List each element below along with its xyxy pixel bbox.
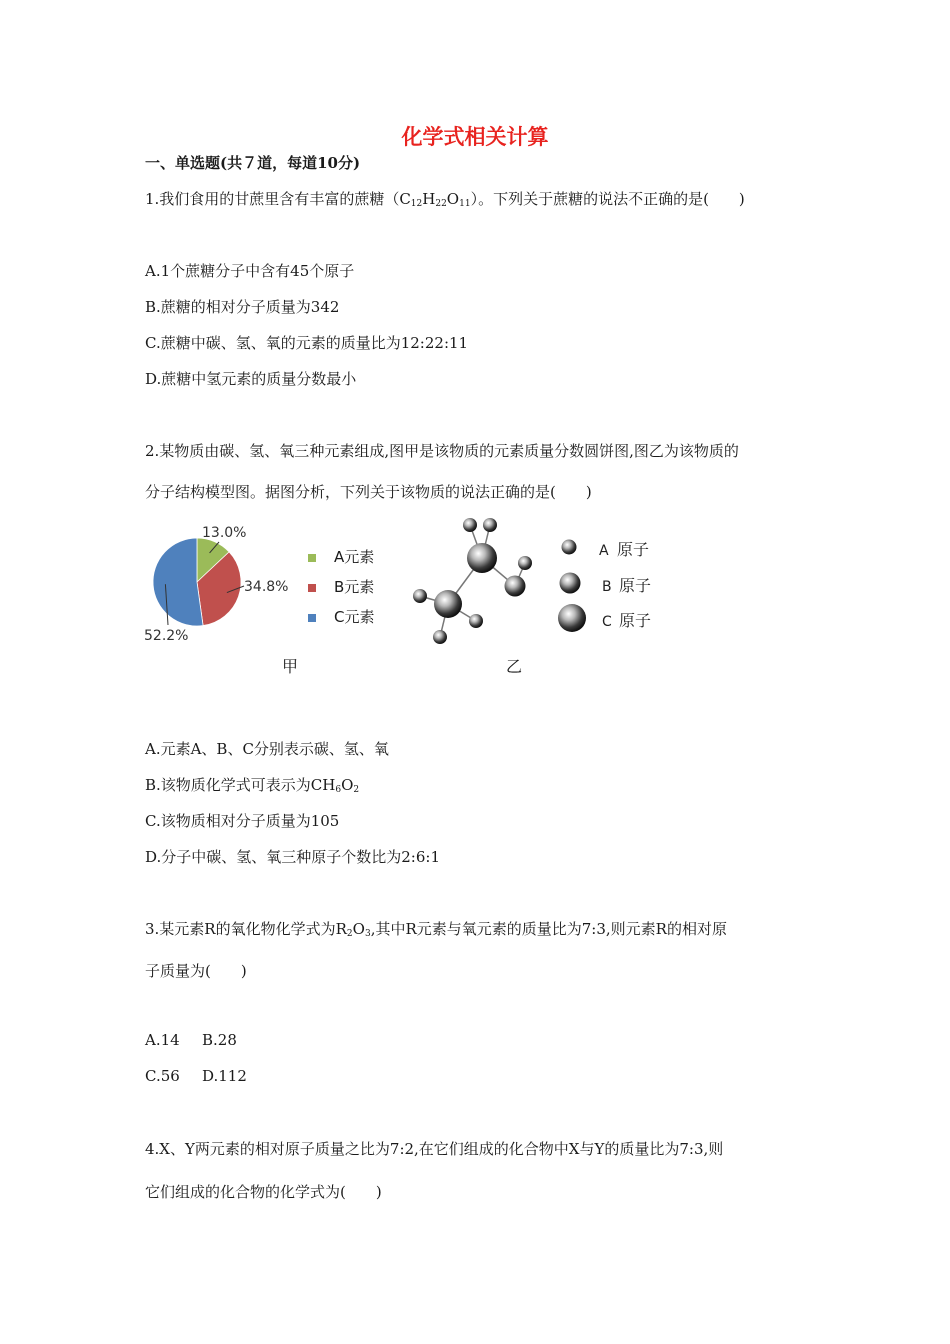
molecule-model-figure [400,510,670,650]
pie-label-b: 34.8% [244,579,289,595]
document-title: 化学式相关计算 [401,125,549,149]
question-4-line-1: 4.X、Y两元素的相对原子质量之比为7:2,在它们组成的化合物中X与Y的质量比为7:3,则 [145,1140,724,1158]
atom-legend-b-ball [560,573,581,594]
question-1-option-b: B.蔗糖的相对分子质量为342 [145,298,340,316]
atom-legend-a-ball [562,540,577,555]
atom-b [505,576,526,597]
atom-legend [558,540,651,633]
question-2-option-b: B.该物质化学式可表示为$CH_6O_2$ [145,776,360,795]
atom-a [413,589,427,603]
question-3-option-d: D.112 [202,1067,247,1085]
legend-item-b [308,576,374,597]
question-3-option-c: C.56 [145,1067,180,1085]
atom-c [434,590,462,618]
legend-swatch-b [308,584,316,592]
question-1-option-d: D.蔗糖中氢元素的质量分数最小 [145,370,357,388]
legend-item-a [308,546,374,567]
question-4-line-2: 它们组成的化合物的化学式为( ) [145,1183,382,1201]
pie-label-c: 52.2% [144,628,189,644]
pie-label-a: 13.0% [202,525,247,541]
question-2-line-2: 分子结构模型图。据图分析，下列关于该物质的说法正确的是( ) [145,483,592,501]
atom-a [483,518,497,532]
pie-slices [153,538,241,626]
legend-swatch-a [308,554,316,562]
atom-a [433,630,447,644]
molecule-atoms [413,518,532,644]
atom-a [518,556,532,570]
legend-label-a: A元素 [334,548,375,566]
atom-c [467,543,497,573]
atom-legend-c-letter: C [602,614,612,630]
legend-swatch-c [308,614,316,622]
atom-a [463,518,477,532]
question-3-option-a: A.14 [145,1031,180,1049]
question-1-stem: 1.我们食用的甘蔗里含有丰富的蔗糖$(C_{12}H_{22}O_{11})$。下列关于蔗糖的说法不正确的是( ) [145,190,745,209]
pie-legend [308,546,398,630]
pie-slice-c [153,538,203,626]
question-2-option-c: C.该物质相对分子质量为105 [145,812,340,830]
question-2-line-1: 2.某物质由碳、氢、氧三种元素组成,图甲是该物质的元素质量分数圆饼图,图乙为该物质的 [145,442,739,460]
question-1-option-a: A.1个蔗糖分子中含有45个原子 [145,262,355,280]
question-1-option-c: C.蔗糖中碳、氢、氧的元素的质量比为12:22:11 [145,334,469,352]
atom-legend-b-text: 原子 [619,576,652,595]
atom-legend-a-text: 原子 [617,540,650,559]
question-3-line-1: 3.某元素R的氧化物化学式为$R_2O_3$,其中R元素与氧元素的质量比为7:3,则元素R的相对原 [145,920,727,939]
atom-a [469,614,483,628]
question-2-option-d: D.分子中碳、氢、氧三种原子个数比为2:6:1 [145,848,440,866]
atom-legend-a-letter: A [599,543,609,559]
atom-legend-b-letter: B [602,579,612,595]
question-3-option-b: B.28 [202,1031,237,1049]
atom-legend-c-text: 原子 [619,611,652,630]
section-heading: 一、单选题(共７道，每道10分) [145,154,361,172]
figure-a-label: 甲 [282,657,299,676]
figure-b-label: 乙 [506,657,523,676]
legend-label-c: C元素 [334,608,375,626]
atom-legend-c-ball [558,604,586,632]
question-3-line-2: 子质量为( ) [145,962,247,980]
question-2-option-a: A.元素A、B、C分别表示碳、氢、氧 [145,740,389,758]
legend-label-b: B元素 [334,578,375,596]
legend-item-c [308,606,374,627]
